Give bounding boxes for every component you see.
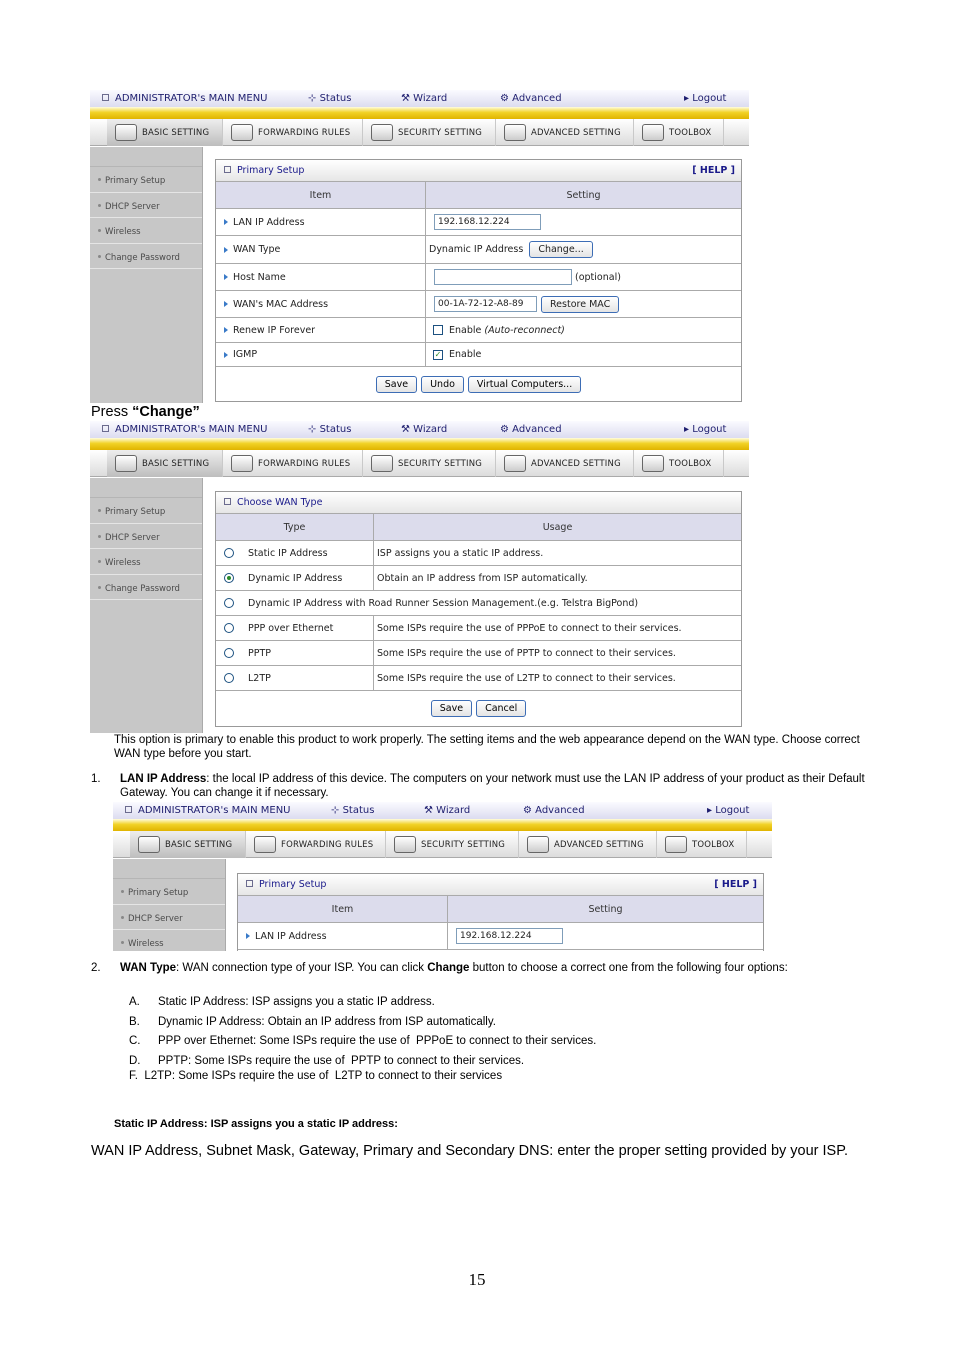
option-b-text: Dynamic IP Address: Obtain an IP address from ISP automatically.	[158, 1016, 496, 1028]
tab-forwarding-rules[interactable]: FORWARDING RULES	[246, 831, 386, 858]
option-c-text: PPP over Ethernet: Some ISPs require the use of PPPoE to connect to their services.	[158, 1035, 597, 1047]
option-d-letter: D.	[129, 1055, 141, 1067]
folder-icon	[115, 455, 137, 472]
sidebar-item-wireless[interactable]: Wireless	[113, 930, 225, 951]
lan-ip-label: LAN IP Address	[238, 923, 448, 949]
tab-basic-setting[interactable]: BASIC SETTING	[107, 450, 223, 477]
status-link[interactable]: ⊹ Status	[308, 424, 352, 435]
main-menu-bar	[90, 421, 749, 438]
option-c-letter: C.	[129, 1035, 141, 1047]
sidebar-item-change-password[interactable]: Change Password	[90, 244, 202, 270]
item2-paragraph: WAN Type: WAN connection type of your ISP. You can click Change button to choose a correct one from the following four options:	[120, 962, 788, 974]
lan-ip-input[interactable]: 192.168.12.224	[456, 928, 563, 944]
usage-pptp: Some ISPs require the use of PPTP to connect to their services.	[377, 647, 676, 659]
option-b-letter: B.	[129, 1016, 140, 1028]
item2-number: 2.	[91, 962, 101, 974]
advanced-link[interactable]: ⚙ Advanced	[500, 424, 562, 435]
tab-forwarding-rules[interactable]: FORWARDING RULES	[223, 119, 363, 146]
col-usage-header: Usage	[374, 514, 741, 540]
screenshot-lan-ip	[113, 802, 772, 951]
l2tp-radio[interactable]	[224, 673, 234, 683]
tab-toolbox[interactable]: TOOLBOX	[657, 831, 747, 858]
status-link[interactable]: ⊹ Status	[331, 805, 375, 816]
item1-number: 1.	[91, 773, 101, 785]
wan-option-pptp[interactable]: PPTP	[216, 641, 374, 665]
advanced-icon	[504, 455, 526, 472]
lan-ip-input[interactable]: 192.168.12.224	[434, 214, 541, 230]
advanced-link[interactable]: ⚙ Advanced	[523, 805, 585, 816]
pppoe-radio[interactable]	[224, 623, 234, 633]
toolbox-icon	[642, 455, 664, 472]
screenshot-primary-setup	[90, 90, 749, 403]
usage-pppoe: Some ISPs require the use of PPPoE to connect to their services.	[377, 622, 682, 634]
folder-icon	[115, 124, 137, 141]
decorative-gold-bar	[90, 438, 749, 450]
panel-title: Primary Setup	[246, 879, 326, 890]
roadrunner-radio[interactable]	[224, 598, 234, 608]
host-name-label: Host Name	[216, 264, 426, 290]
main-menu-bar	[90, 90, 749, 107]
wizard-link[interactable]: ⚒ Wizard	[401, 424, 448, 435]
lan-ip-label: LAN IP Address	[216, 209, 426, 235]
save-button[interactable]: Save	[376, 376, 417, 393]
change-button[interactable]: Change...	[529, 241, 592, 258]
wan-option-l2tp[interactable]: L2TP	[216, 666, 374, 690]
tab-toolbox[interactable]: TOOLBOX	[634, 450, 724, 477]
toolbox-icon	[642, 124, 664, 141]
option-a-letter: A.	[129, 996, 140, 1008]
status-link[interactable]: ⊹ Status	[308, 93, 352, 104]
press-change-caption: Press “Change”	[91, 404, 200, 420]
item1-paragraph: LAN IP Address: the local IP address of this device. The computers on your network must use the LAN IP address of your product as their Default Gateway. You can change it if necessary.	[120, 773, 865, 799]
col-setting-header: Setting	[426, 182, 741, 208]
wan-type-label: WAN Type	[216, 236, 426, 263]
col-item-header: Item	[238, 896, 448, 922]
advanced-icon	[527, 836, 549, 853]
decorative-gold-bar	[113, 819, 772, 831]
renew-ip-label: Renew IP Forever	[216, 318, 426, 342]
primary-setup-panel	[215, 159, 742, 402]
sidebar-item-dhcp-server[interactable]: DHCP Server	[90, 524, 202, 550]
primary-setup-panel	[237, 873, 764, 951]
help-link[interactable]: [ HELP ]	[692, 165, 735, 176]
sidebar-item-dhcp-server[interactable]: DHCP Server	[90, 193, 202, 219]
panel-title: Choose WAN Type	[224, 497, 322, 508]
logout-link[interactable]: ▸ Logout	[684, 93, 727, 104]
tab-advanced-setting[interactable]: ADVANCED SETTING	[496, 119, 634, 146]
wan-settings-paragraph: WAN IP Address, Subnet Mask, Gateway, Primary and Secondary DNS: enter the proper setting provided by your ISP.	[91, 1143, 849, 1159]
security-icon	[371, 124, 393, 141]
help-link[interactable]: [ HELP ]	[714, 879, 757, 890]
wizard-link[interactable]: ⚒ Wizard	[424, 805, 471, 816]
option-f-text: F. L2TP: Some ISPs require the use of L2TP to connect to their services	[129, 1070, 503, 1082]
main-menu-bar	[113, 802, 772, 819]
tab-basic-setting[interactable]: BASIC SETTING	[130, 831, 246, 858]
advanced-icon	[504, 124, 526, 141]
sidebar-item-primary-setup[interactable]: Primary Setup	[113, 879, 225, 905]
logout-link[interactable]: ▸ Logout	[707, 805, 750, 816]
sidebar	[90, 478, 203, 733]
wan-option-pppoe[interactable]: PPP over Ethernet	[216, 616, 374, 640]
sidebar-item-wireless[interactable]: Wireless	[90, 549, 202, 575]
sidebar-item-wireless[interactable]: Wireless	[90, 218, 202, 244]
usage-static: ISP assigns you a static IP address.	[377, 547, 544, 559]
decorative-gold-bar	[90, 107, 749, 119]
main-menu-title[interactable]: ADMINISTRATOR's MAIN MENU	[125, 805, 291, 816]
choose-wan-type-panel	[215, 491, 742, 727]
forwarding-icon	[231, 124, 253, 141]
usage-l2tp: Some ISPs require the use of L2TP to connect to their services.	[377, 672, 676, 684]
sidebar-item-primary-setup[interactable]: Primary Setup	[90, 167, 202, 193]
static-ip-heading: Static IP Address: ISP assigns you a static IP address:	[114, 1118, 398, 1130]
tab-basic-setting[interactable]: BASIC SETTING	[107, 119, 223, 146]
sidebar-item-dhcp-server[interactable]: DHCP Server	[113, 905, 225, 931]
tab-toolbox[interactable]: TOOLBOX	[634, 119, 724, 146]
col-item-header: Item	[216, 182, 426, 208]
renew-enable-label: Enable	[449, 324, 482, 336]
toolbox-icon	[665, 836, 687, 853]
advanced-link[interactable]: ⚙ Advanced	[500, 93, 562, 104]
main-menu-title[interactable]: ADMINISTRATOR's MAIN MENU	[102, 424, 268, 435]
tab-bar	[113, 831, 772, 858]
igmp-label: IGMP	[216, 343, 426, 366]
intro-paragraph: This option is primary to enable this product to work properly. The setting items and the web appearance depend on the WAN type. Choose correct WAN type before you start.	[114, 734, 860, 760]
wan-option-static[interactable]: Static IP Address	[216, 541, 374, 565]
option-d-text: PPTP: Some ISPs require the use of PPTP to connect to their services.	[158, 1055, 525, 1067]
security-icon	[371, 455, 393, 472]
panel-title: Primary Setup	[224, 165, 304, 176]
cancel-button[interactable]: Cancel	[476, 700, 526, 717]
host-name-input[interactable]	[434, 269, 572, 285]
undo-button[interactable]: Undo	[421, 376, 464, 393]
restore-mac-button[interactable]: Restore MAC	[541, 296, 619, 313]
sidebar	[90, 147, 203, 403]
igmp-enable-label: Enable	[449, 349, 482, 360]
static-ip-radio[interactable]	[224, 548, 234, 558]
main-menu-title[interactable]: ADMINISTRATOR's MAIN MENU	[102, 93, 268, 104]
renew-ip-checkbox[interactable]	[433, 325, 443, 335]
sidebar-item-change-password[interactable]: Change Password	[90, 575, 202, 601]
sidebar-item-primary-setup[interactable]: Primary Setup	[90, 498, 202, 524]
mac-address-input[interactable]: 00-1A-72-12-A8-89	[434, 296, 537, 312]
auto-reconnect-note: (Auto-reconnect)	[484, 324, 565, 336]
wan-type-value: Dynamic IP Address	[429, 244, 524, 255]
option-a-text: Static IP Address: ISP assigns you a static IP address.	[158, 996, 435, 1008]
tab-security-setting[interactable]: SECURITY SETTING	[386, 831, 519, 858]
logout-link[interactable]: ▸ Logout	[684, 424, 727, 435]
save-button[interactable]: Save	[431, 700, 472, 717]
forwarding-icon	[254, 836, 276, 853]
page-number: 15	[468, 1270, 486, 1289]
tab-bar	[90, 450, 749, 477]
folder-icon	[138, 836, 160, 853]
mac-address-label: WAN's MAC Address	[216, 291, 426, 317]
wizard-link[interactable]: ⚒ Wizard	[401, 93, 448, 104]
virtual-computers-button[interactable]: Virtual Computers...	[468, 376, 581, 393]
tab-bar	[90, 119, 749, 146]
col-type-header: Type	[216, 514, 374, 540]
tab-forwarding-rules[interactable]: FORWARDING RULES	[223, 450, 363, 477]
wan-option-roadrunner[interactable]: Dynamic IP Address with Road Runner Session Management.(e.g. Telstra BigPond)	[216, 591, 741, 615]
tab-security-setting[interactable]: SECURITY SETTING	[363, 119, 496, 146]
tab-advanced-setting[interactable]: ADVANCED SETTING	[519, 831, 657, 858]
wan-option-dynamic[interactable]: Dynamic IP Address	[216, 566, 374, 590]
screenshot-choose-wan-type	[90, 421, 749, 733]
igmp-checkbox[interactable]: ✓	[434, 349, 442, 359]
pptp-radio[interactable]	[224, 648, 234, 658]
sidebar	[113, 859, 226, 951]
optional-note: (optional)	[575, 271, 621, 283]
security-icon	[394, 836, 416, 853]
tab-security-setting[interactable]: SECURITY SETTING	[363, 450, 496, 477]
tab-advanced-setting[interactable]: ADVANCED SETTING	[496, 450, 634, 477]
col-setting-header: Setting	[448, 896, 763, 922]
forwarding-icon	[231, 455, 253, 472]
usage-dynamic: Obtain an IP address from ISP automatically.	[377, 572, 588, 584]
dynamic-ip-radio[interactable]	[224, 573, 234, 583]
